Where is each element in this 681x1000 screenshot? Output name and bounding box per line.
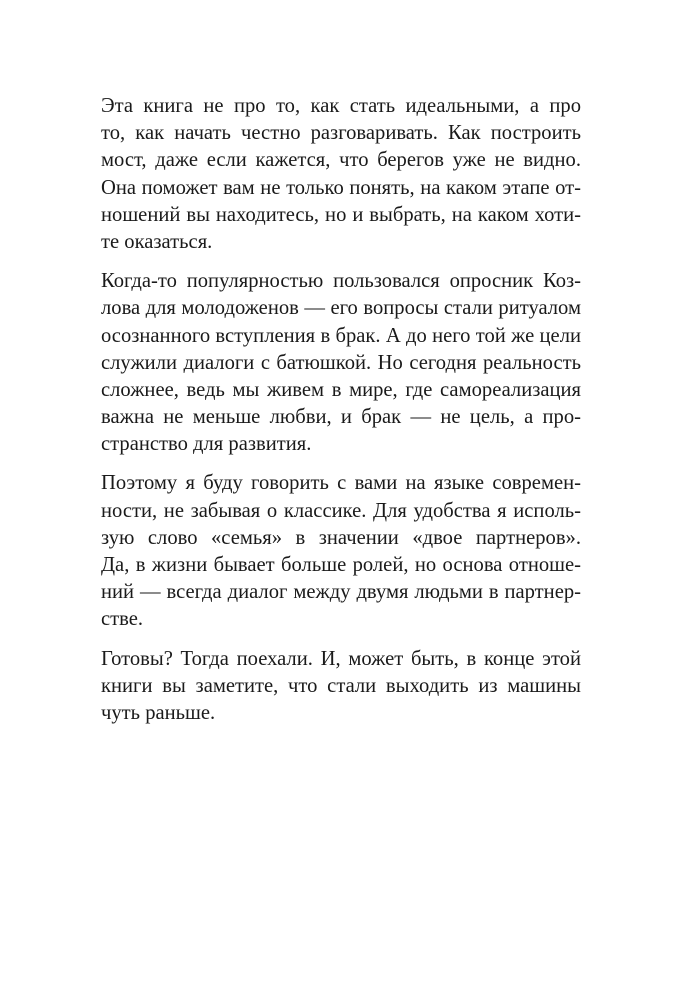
paragraph-3 xyxy=(101,470,581,633)
text-line: то, как начать честно разговаривать. Как построить xyxy=(101,122,581,145)
text-line: те оказаться. xyxy=(101,230,213,253)
text-line: мост, даже если кажется, что берегов уже не видно. xyxy=(101,149,581,172)
paragraph-1 xyxy=(101,93,581,256)
text-line: осознанного вступления в брак. А до него той же цели xyxy=(101,324,581,347)
text-line: книги вы заметите, что стали выходить из машины xyxy=(101,674,581,697)
text-line: Да, в жизни бывает больше ролей, но основа отноше- xyxy=(101,554,581,576)
text-line: ношений вы находитесь, но и выбрать, на каком хоти- xyxy=(101,203,581,226)
text-line: ний — всегда диалог между двумя людьми в партнер- xyxy=(101,581,581,604)
text-line: зую слово «семья» в значении «двое партнеров». xyxy=(101,526,581,549)
text-line: Эта книга не про то, как стать идеальными, а про xyxy=(101,95,581,117)
paragraph-4 xyxy=(101,646,581,728)
text-line: лова для молодоженов — его вопросы стали ритуалом xyxy=(101,297,581,320)
text-line: Она поможет вам не только понять, на каком этапе от- xyxy=(101,176,581,199)
text-line: ности, не забывая о классике. Для удобства я исполь- xyxy=(101,499,581,522)
paragraph-2 xyxy=(101,268,581,458)
text-line: Готовы? Тогда поехали. И, может быть, в конце этой xyxy=(101,647,581,670)
body-text xyxy=(101,93,581,739)
text-line: служили диалоги с батюшкой. Но сегодня реальность xyxy=(101,351,581,374)
text-line: Когда-то популярностью пользовался опросник Коз- xyxy=(101,270,581,293)
text-line: чуть раньше. xyxy=(101,701,216,724)
text-line: странство для развития. xyxy=(101,433,312,456)
text-line: стве. xyxy=(101,608,144,631)
text-line: сложнее, ведь мы живем в мире, где самореализация xyxy=(101,378,581,401)
text-line: Поэтому я буду говорить с вами на языке современ- xyxy=(101,472,581,495)
text-line: важна не меньше любви, и брак — не цель, а про- xyxy=(101,406,581,429)
